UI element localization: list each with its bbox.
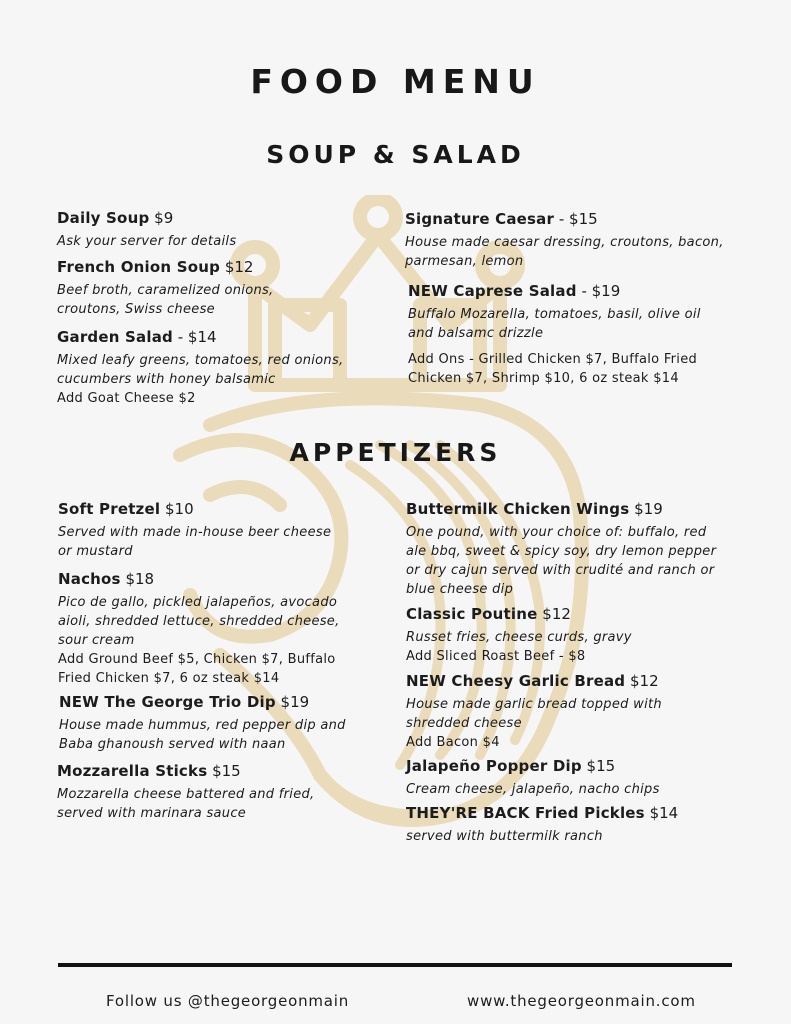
item-name: Classic Poutine <box>406 605 538 623</box>
website-link[interactable]: www.thegeorgeonmain.com <box>467 992 696 1010</box>
item-name: Garden Salad <box>57 328 173 346</box>
item-name: NEW The George Trio Dip <box>59 693 276 711</box>
item-name: Daily Soup <box>57 209 150 227</box>
item-add-on <box>406 647 736 666</box>
item-add-on <box>57 389 387 408</box>
item-description-line: Mozzarella cheese battered and fried, <box>57 787 315 802</box>
item-description-line: blue cheese dip <box>406 582 514 597</box>
item-title <box>59 692 389 712</box>
item-price: $14 <box>644 804 679 822</box>
item-title <box>406 756 736 776</box>
item-description-line: Beef broth, caramelized onions, <box>57 283 274 298</box>
item-name: Buttermilk Chicken Wings <box>406 500 630 518</box>
item-description <box>405 233 735 271</box>
item-title <box>406 671 736 691</box>
item-description <box>406 827 736 846</box>
item-description-line: sour cream <box>58 633 135 648</box>
item-name: Mozzarella Sticks <box>57 762 208 780</box>
item-title <box>57 208 387 228</box>
item-description-line: ale bbq, sweet & spicy soy, dry lemon pepper <box>406 544 717 559</box>
item-title <box>408 281 738 301</box>
item-title <box>58 569 388 589</box>
menu-title: FOOD MENU <box>250 62 541 101</box>
item-add-on <box>58 650 388 688</box>
item-title <box>58 499 388 519</box>
item-add-on <box>406 733 736 752</box>
item-description-line: Buffalo Mozarella, tomatoes, basil, olive oil <box>408 307 701 322</box>
item-price: $12 <box>625 672 659 690</box>
menu-item-mozzarella-sticks <box>57 761 387 823</box>
item-price: - $14 <box>172 328 217 346</box>
item-description-line: Mixed leafy greens, tomatoes, red onions, <box>57 353 344 368</box>
item-description <box>57 351 387 389</box>
menu-item-french-onion-soup <box>57 257 387 319</box>
item-description-line: parmesan, lemon <box>405 254 524 269</box>
item-description-line: Ask your server for details <box>57 234 237 249</box>
item-price: $15 <box>207 762 241 780</box>
item-description-line: shredded cheese <box>406 716 522 731</box>
item-price: - $19 <box>576 282 621 300</box>
item-description-line: cucumbers with honey balsamic <box>57 372 276 387</box>
item-description <box>57 785 387 823</box>
item-add-on-line: Fried Chicken $7, 6 oz steak $14 <box>58 671 280 686</box>
menu-item-classic-poutine <box>406 604 736 666</box>
item-description-line: or dry cajun served with crudité and ranch or <box>406 563 715 578</box>
social-handle[interactable]: Follow us @thegeorgeonmain <box>106 992 350 1010</box>
item-name: Jalapeño Popper Dip <box>406 757 582 775</box>
menu-item-signature-caesar <box>405 209 735 271</box>
item-add-on-line: Add Ons - Grilled Chicken $7, Buffalo Fried <box>408 352 698 367</box>
menu-item-new-the-george-trio-dip <box>59 692 389 754</box>
item-description-line: or mustard <box>58 544 133 559</box>
item-description <box>57 232 387 251</box>
item-description-line: Russet fries, cheese curds, gravy <box>406 630 632 645</box>
item-price: $15 <box>581 757 616 775</box>
item-description <box>58 593 388 650</box>
item-title <box>406 803 736 823</box>
item-description-line: House made hummus, red pepper dip and <box>59 718 346 733</box>
menu-item-jalape-o-popper-dip <box>406 756 736 799</box>
item-price: $19 <box>275 693 310 711</box>
menu-item-garden-salad <box>57 327 387 408</box>
item-title <box>406 604 736 624</box>
menu-item-new-cheesy-garlic-bread <box>406 671 736 752</box>
item-name: French Onion Soup <box>57 258 221 276</box>
item-price: $12 <box>537 605 571 623</box>
item-price: $10 <box>160 500 194 518</box>
item-price: $19 <box>629 500 663 518</box>
item-description <box>58 523 388 561</box>
item-description <box>57 281 387 319</box>
item-description-line: Baba ghanoush served with naan <box>59 737 286 752</box>
item-name: Nachos <box>58 570 121 588</box>
item-name: NEW Cheesy Garlic Bread <box>406 672 626 690</box>
item-description-line: aioli, shredded lettuce, shredded cheese, <box>58 614 340 629</box>
menu-item-new-caprese-salad <box>408 281 738 343</box>
item-description-line: Pico de gallo, pickled jalapeños, avocado <box>58 595 338 610</box>
item-title <box>57 327 387 347</box>
menu-item-soft-pretzel <box>58 499 388 561</box>
item-description-line: served with marinara sauce <box>57 806 247 821</box>
item-price: $9 <box>149 209 174 227</box>
item-title <box>57 257 387 277</box>
item-description-line: House made garlic bread topped with <box>406 697 662 712</box>
item-description <box>59 716 389 754</box>
footer-divider <box>58 963 732 967</box>
menu-item-add-ons <box>408 350 738 388</box>
item-name: THEY'RE BACK Fried Pickles <box>406 804 645 822</box>
item-description <box>406 695 736 733</box>
item-description-line: and balsamc drizzle <box>408 326 544 341</box>
item-description-line: House made caesar dressing, croutons, bacon, <box>405 235 724 250</box>
menu-item-buttermilk-chicken-wings <box>406 499 736 599</box>
item-title <box>57 761 387 781</box>
appetizers-heading: APPETIZERS <box>289 438 502 467</box>
item-add-on-line: Add Ground Beef $5, Chicken $7, Buffalo <box>58 652 336 667</box>
item-add-on-line: Chicken $7, Shrimp $10, 6 oz steak $14 <box>408 371 679 386</box>
menu-item-nachos <box>58 569 388 688</box>
item-title <box>406 499 736 519</box>
item-description-line: croutons, Swiss cheese <box>57 302 215 317</box>
item-description-line: served with buttermilk ranch <box>406 829 603 844</box>
item-add-on-line: Add Sliced Roast Beef - $8 <box>406 649 586 664</box>
item-add-on-line: Add Bacon $4 <box>406 735 500 750</box>
item-name: Soft Pretzel <box>58 500 161 518</box>
item-description <box>406 780 736 799</box>
soup-salad-heading: SOUP & SALAD <box>266 140 525 169</box>
item-description <box>406 628 736 647</box>
menu-item-they-re-back-fried-pickles <box>406 803 736 846</box>
item-price: - $15 <box>554 210 598 228</box>
item-description <box>408 305 738 343</box>
item-description <box>406 523 736 599</box>
item-price: $12 <box>220 258 254 276</box>
item-description-line: Served with made in-house beer cheese <box>58 525 332 540</box>
item-description-line: One pound, with your choice of: buffalo, red <box>406 525 707 540</box>
item-add-on <box>408 350 738 388</box>
item-name: NEW Caprese Salad <box>408 282 577 300</box>
menu-item-daily-soup <box>57 208 387 251</box>
item-price: $18 <box>120 570 155 588</box>
item-description-line: Cream cheese, jalapeño, nacho chips <box>406 782 660 797</box>
item-name: Signature Caesar <box>405 210 555 228</box>
item-add-on-line: Add Goat Cheese $2 <box>57 391 196 406</box>
item-title <box>405 209 735 229</box>
